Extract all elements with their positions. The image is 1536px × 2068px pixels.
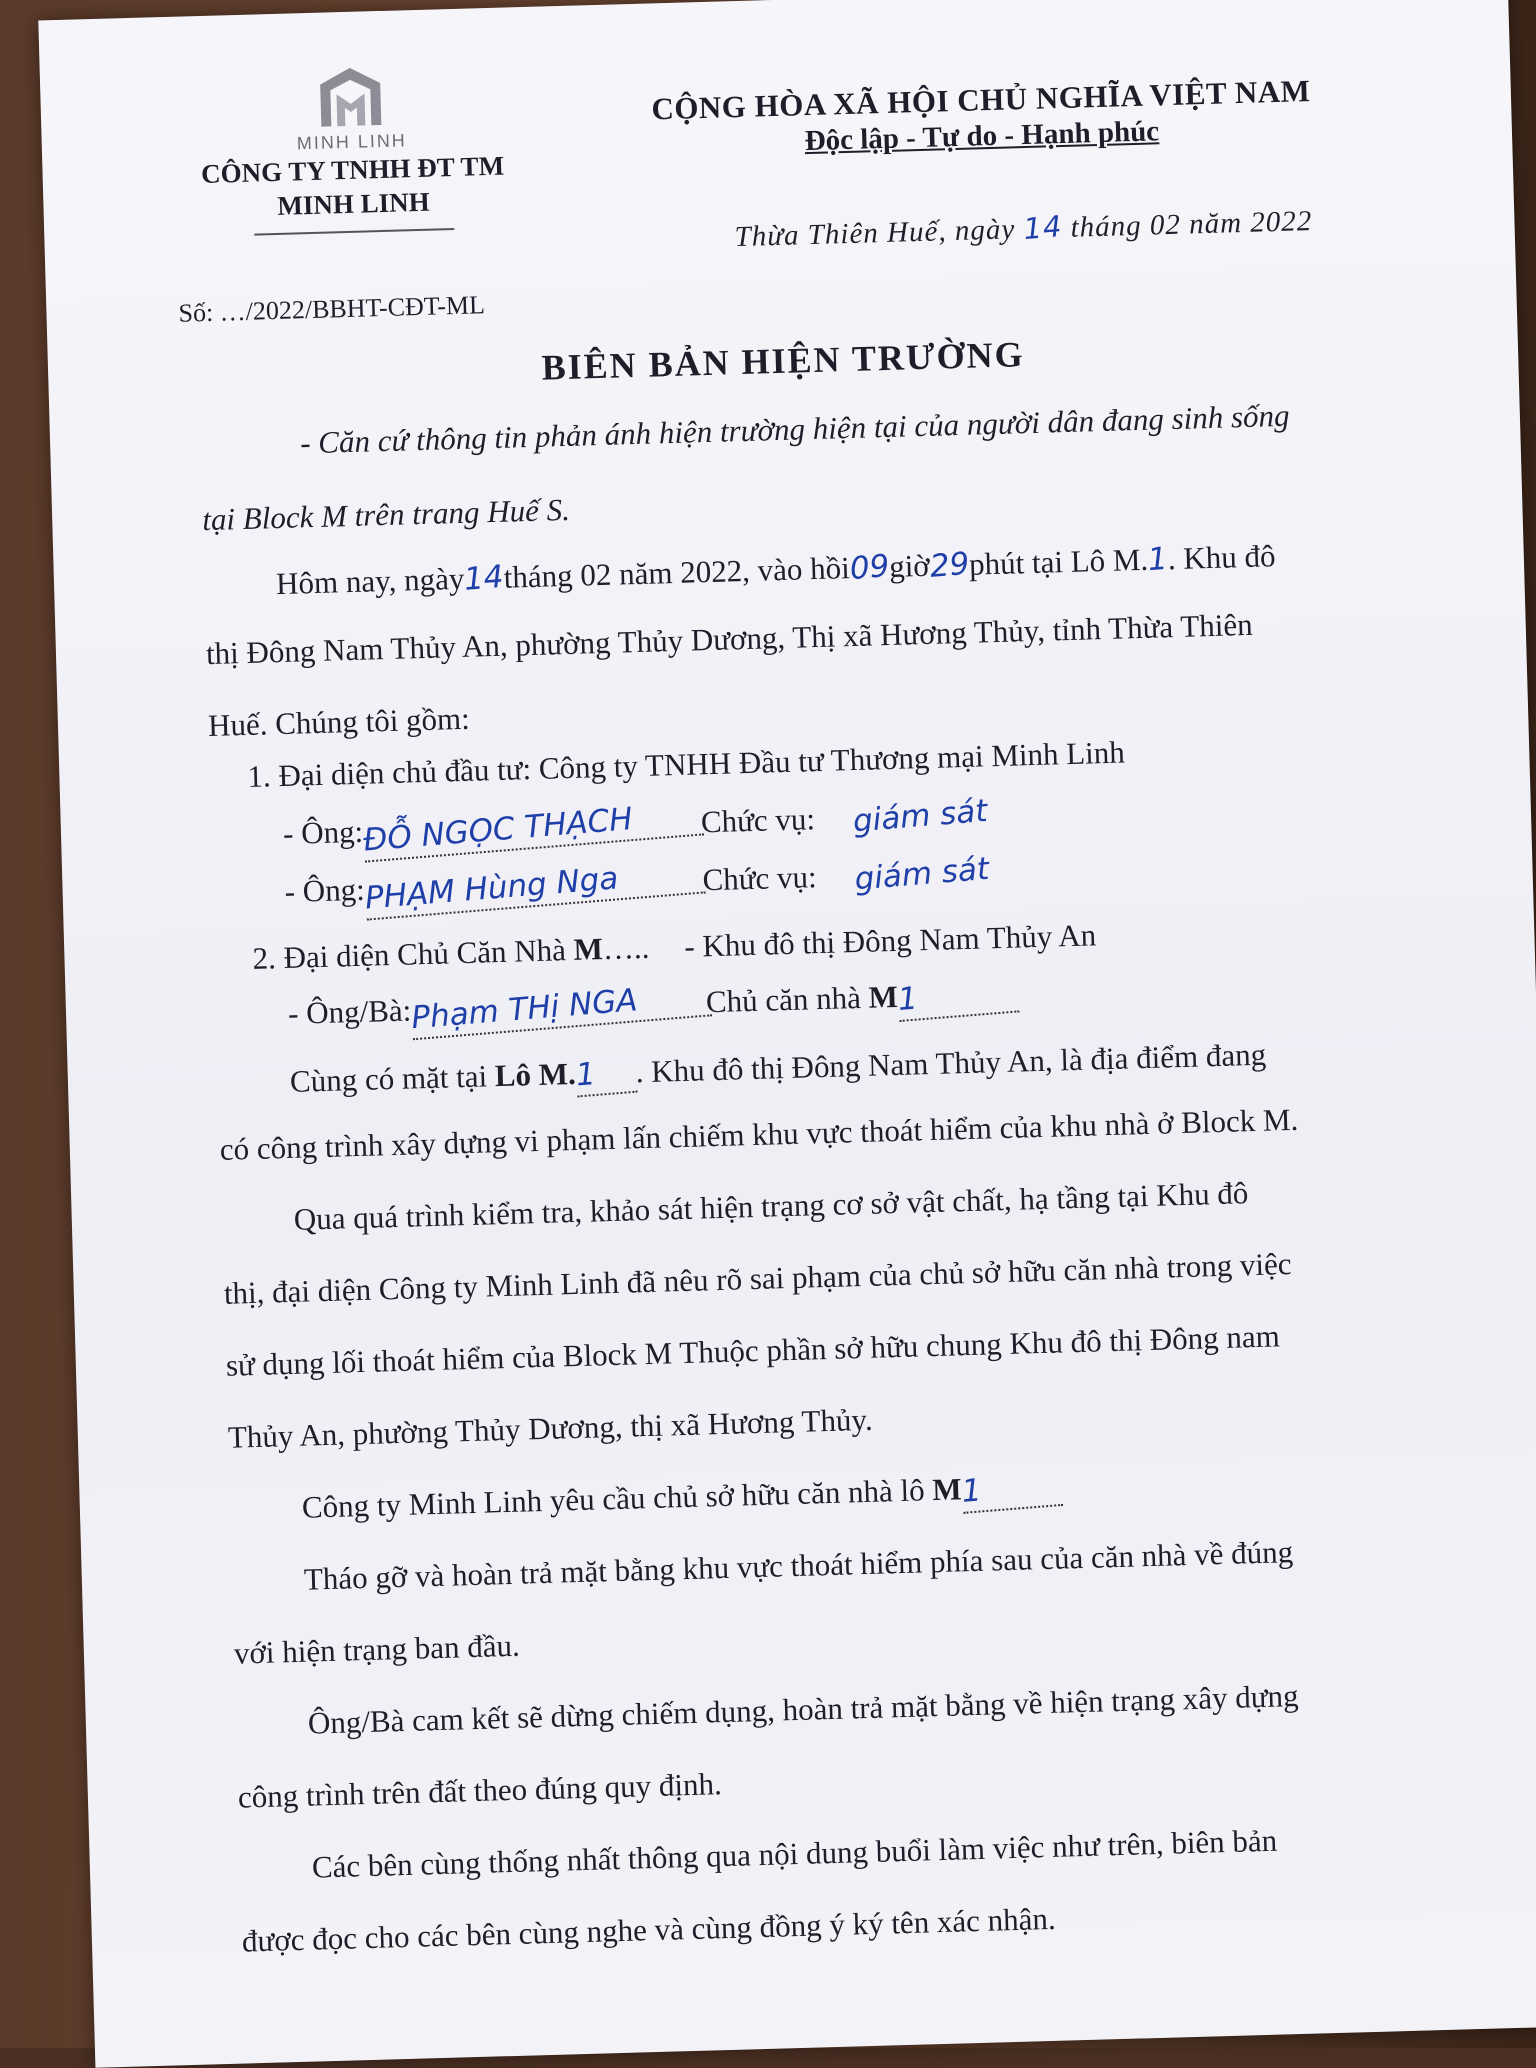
company-header	[180, 59, 525, 237]
person-1-role-row	[700, 794, 988, 842]
handwritten-owner-name: Phạm THị NGA	[410, 974, 712, 1040]
handwritten-person-1-name: ĐỖ NGỌC THẠCH	[362, 793, 704, 862]
company-name-line2: MINH LINH	[276, 186, 431, 221]
para-4-line-2: được đọc cho các bên cùng nghe và cùng đồng ý ký tên xác nhận.	[241, 1900, 1057, 1959]
location-line: thị Đông Nam Thủy An, phường Thủy Dương, Thị xã Hương Thủy, tỉnh Thừa Thiên	[205, 606, 1254, 672]
handwritten-lot: 1	[574, 1051, 637, 1098]
basis-line-2: tại Block M trên trang Huế S.	[201, 491, 571, 538]
text: Cùng có mặt tại	[289, 1058, 488, 1099]
text: tháng 02 năm 2022, vào hồi	[503, 550, 851, 595]
place-date-prefix: Thừa Thiên Huế, ngày	[734, 213, 1016, 254]
document-page	[38, 0, 1536, 2068]
investor-representative: 1. Đại diện chủ đầu tư: Công ty TNHH Đầu tư Thương mại Minh Linh	[246, 734, 1126, 794]
handwritten-day: 14	[1022, 209, 1064, 247]
handwritten-person-2-name: PHẠM Hùng Nga	[364, 851, 706, 920]
owner-representative	[252, 928, 650, 979]
meeting-time-line	[276, 536, 1276, 604]
text: 2. Đại diện Chủ Căn Nhà	[252, 932, 567, 976]
text: . Khu đô thị Đông Nam Thủy An, là địa điểm đang	[635, 1036, 1267, 1090]
handwritten-role: giám sát	[853, 850, 991, 898]
company-name-line1: CÔNG TY TNHH ĐT TM	[200, 150, 505, 190]
minh-linh-logo-icon	[310, 63, 392, 135]
owner-row	[288, 982, 712, 1036]
para-1-line-3: sử dụng lối thoát hiểm của Block M Thuộc phần sở hữu chung Khu đô thị Đông nam	[225, 1318, 1281, 1383]
para-1-line-1: Qua quá trình kiểm tra, khảo sát hiện trạng cơ sở vật chất, hạ tầng tại Khu đô	[293, 1175, 1249, 1237]
para-4-line-1: Các bên cùng thống nhất thông qua nội dung buổi làm việc như trên, biên bản	[311, 1822, 1278, 1885]
handwritten-day: 14	[462, 558, 506, 598]
para-2-line-2: với hiện trạng ban đầu.	[233, 1627, 521, 1671]
person-2-row	[284, 860, 705, 917]
person-1-label: - Ông:	[282, 813, 364, 851]
document-number: Số: …/2022/BBHT-CĐT-ML	[178, 290, 486, 328]
handwritten-role: giám sát	[851, 792, 989, 840]
person-2-label: - Ông:	[284, 871, 366, 909]
present-line-2: có công trình xây dựng vi phạm lấn chiếm khu vực thoát hiểm của khu nhà ở Block M.	[219, 1101, 1299, 1167]
nation-title: CỘNG HÒA XÃ HỘI CHỦ NGHĨA VIỆT NAM	[650, 73, 1311, 127]
text: . Khu đô	[1167, 538, 1276, 577]
text: Hôm nay, ngày	[275, 560, 465, 602]
text: M	[868, 978, 899, 1015]
role-label: Chức vụ:	[700, 801, 816, 840]
national-header	[601, 72, 1363, 164]
role-label: Chức vụ:	[702, 859, 818, 898]
document-title: BIÊN BẢN HIỆN TRƯỜNG	[541, 334, 1026, 388]
present-line-1	[289, 1035, 1266, 1104]
owner-area: - Khu đô thị Đông Nam Thủy An	[683, 917, 1097, 964]
request-line	[301, 1467, 1062, 1530]
logo-text: MINH LINH	[296, 130, 408, 154]
text: …..	[602, 929, 650, 967]
para-1-line-2: thị, đại diện Công ty Minh Linh đã nêu rõ sai phạm của chủ sở hữu căn nhà trong việc	[223, 1246, 1293, 1311]
text: phút tại Lô M.	[968, 541, 1149, 582]
handwritten-lot: 1	[896, 970, 1019, 1021]
attendees-line: Huế. Chúng tôi gồm:	[207, 700, 471, 744]
owner-role-row	[705, 974, 1018, 1025]
text: M	[931, 1471, 963, 1508]
person-2-role-row	[702, 852, 990, 900]
place-date	[734, 203, 1313, 254]
owner-label: - Ông/Bà:	[287, 992, 412, 1031]
text: M	[573, 931, 604, 967]
para-3-line-1: Ông/Bà cam kết sẽ dừng chiếm dụng, hoàn trả mặt bằng về hiện trạng xây dựng	[307, 1677, 1299, 1741]
para-1-line-4: Thủy An, phường Thủy Dương, thị xã Hương Thủy.	[227, 1401, 874, 1455]
text: Lô M.	[494, 1055, 577, 1094]
person-1-row	[282, 801, 704, 859]
handwritten-hour: 09	[848, 548, 891, 588]
handwritten-lot: 1	[960, 1464, 1063, 1514]
text: giờ	[888, 547, 931, 584]
text: Chủ căn nhà	[705, 979, 862, 1020]
place-date-suffix: tháng 02 năm 2022	[1070, 205, 1313, 244]
handwritten-minute: 29	[928, 545, 971, 585]
para-2-line-1: Tháo gỡ và hoàn trả mặt bằng khu vực thoát hiểm phía sau của căn nhà về đúng	[303, 1534, 1294, 1597]
divider	[254, 228, 454, 236]
nation-motto: Độc lập - Tự do - Hạnh phúc	[804, 115, 1160, 158]
text: Công ty Minh Linh yêu cầu chủ sở hữu căn nhà lô	[301, 1472, 926, 1525]
para-3-line-2: công trình trên đất theo đúng quy định.	[237, 1766, 723, 1815]
basis-line-1: - Căn cứ thông tin phản ánh hiện trường hiện tại của người dân đang sinh sống	[299, 397, 1290, 461]
handwritten-lot: 1	[1146, 540, 1170, 579]
